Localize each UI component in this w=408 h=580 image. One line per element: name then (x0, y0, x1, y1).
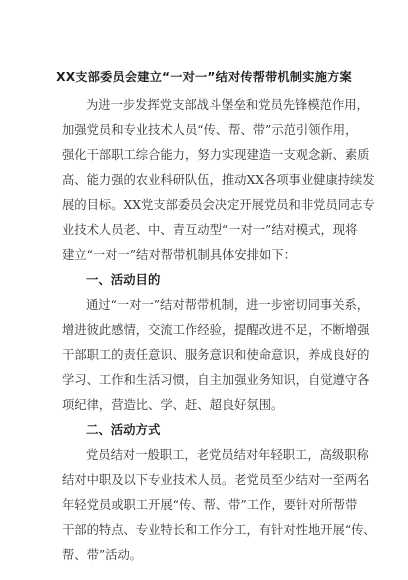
section1-line-5: 项纪律，营造比、学、赶、超良好氛围。 (62, 398, 284, 412)
section2-line-4: 干部的特点、专业特长和工作分工，有针对性地开展“传、 (62, 523, 376, 537)
section2-line-1: 党员结对一般职工，老党员结对年轻职工，高级职称 (86, 448, 369, 462)
section2-line-2: 结对中职及以下专业技术人员。老党员至少结对一至两名 (62, 473, 370, 487)
intro-line-7: 建立“一对一”结对帮带机制具体安排如下： (62, 248, 296, 262)
intro-line-1: 为进一步发挥党支部战斗堡垒和党员先锋模范作用， (86, 98, 369, 112)
section-heading-method: 二、活动方式 (86, 422, 161, 437)
section2-line-3: 年轻党员或职工开展“传、帮、带”工作，要针对所帮带 (62, 498, 358, 512)
section1-line-4: 学习、工作和生活习惯，自主加强业务知识，自觉遵守各 (62, 373, 370, 387)
intro-line-2: 加强党员和专业技术人员“传、帮、带”示范引领作用， (62, 123, 358, 137)
document-title: XX支部委员会建立“一对一”结对传帮带机制实施方案 (56, 70, 352, 84)
section-heading-purpose: 一、活动目的 (86, 272, 161, 287)
intro-line-6: 业技术人员老、中、青互动型“一对一”结对模式，现将 (62, 223, 358, 237)
section1-line-3: 干部职工的责任意识、服务意识和使命意识，养成良好的 (62, 348, 370, 362)
intro-line-4: 高、能力强的农业科研队伍，推动XX各项事业健康持续发 (62, 173, 375, 187)
intro-line-5: 展的目标。XX党支部委员会决定开展党员和非党员同志专 (62, 198, 375, 212)
section1-line-2: 增进彼此感情，交流工作经验，提醒改进不足，不断增强 (62, 323, 370, 337)
intro-line-3: 强化干部职工综合能力，努力实现建造一支观念新、素质 (62, 148, 370, 162)
section2-line-5: 帮、带”活动。 (62, 548, 143, 562)
section1-line-1: 通过“一对一”结对帮带机制，进一步密切同事关系， (86, 298, 370, 312)
